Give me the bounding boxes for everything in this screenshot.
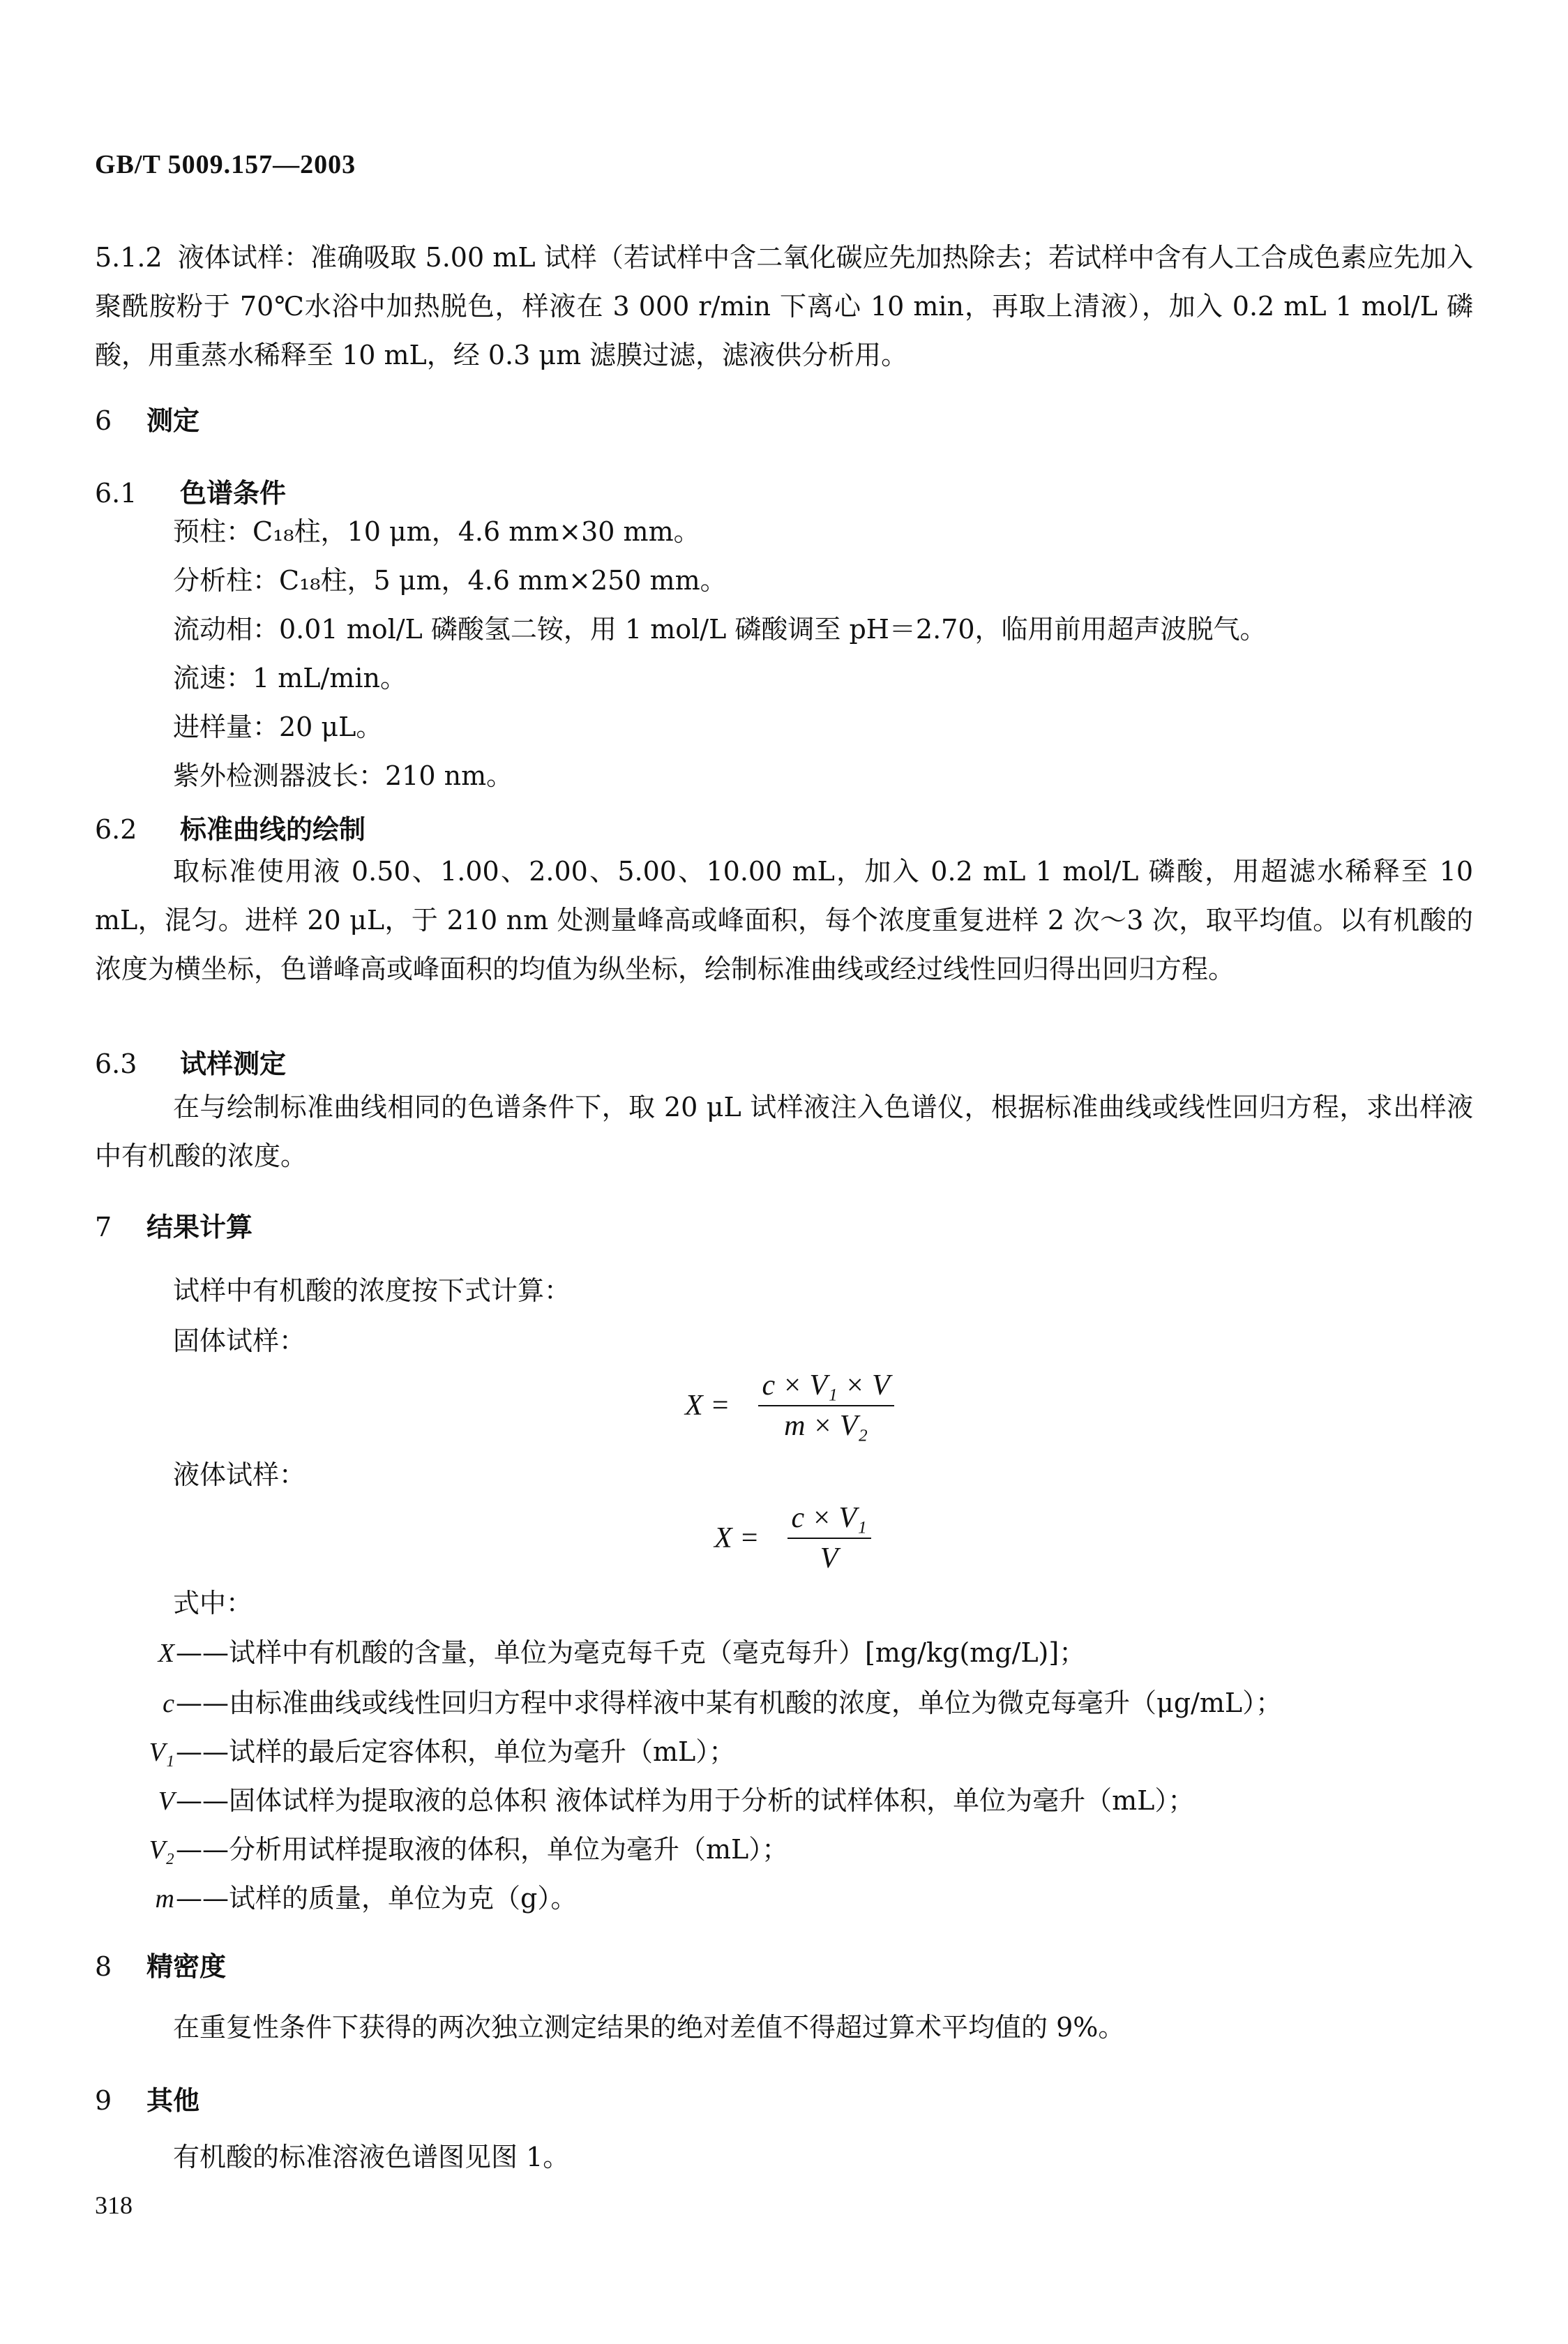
condition-injection: 进样量：20 μL。: [173, 712, 383, 742]
definition-text: ——固体试样为提取液的总体积 液体试样为用于分析的试样体积，单位为毫升（mL）；: [176, 1785, 1195, 1816]
condition-flow-rate: 流速：1 mL/min。: [173, 663, 407, 693]
definition-c: [70, 1681, 1282, 1720]
formula-solid: [685, 1369, 894, 1443]
standard-code: GB/T 5009.157—2003: [95, 150, 356, 179]
definition-text: ——由标准曲线或线性回归方程中求得样液中某有机酸的浓度，单位为微克每毫升（μg/mL）；: [176, 1688, 1283, 1718]
heading-number: 8: [95, 1951, 112, 1982]
heading-title: 色谱条件: [180, 478, 287, 509]
heading-8: [95, 1945, 226, 1983]
formula-fraction: [787, 1501, 871, 1575]
heading-6: [95, 399, 199, 437]
formula-denominator: m × V₂: [784, 1410, 868, 1442]
definition-text: ——试样的最后定容体积，单位为毫升（mL）；: [176, 1736, 736, 1767]
heading-6-1: [95, 472, 286, 510]
condition-column: 分析柱：C₁₈柱，5 μm，4.6 mm×250 mm。: [173, 565, 727, 596]
page-number: 318: [95, 2191, 133, 2219]
section-6-3-text: 在与绘制标准曲线相同的色谱条件下，取 20 μL 试样液注入色谱仪，根据标准曲线或线性回归方程，求出样液中有机酸的浓度。: [95, 1092, 1473, 1171]
solid-sample-label: 固体试样：: [173, 1325, 306, 1356]
definition-X: [70, 1631, 1085, 1669]
heading-title: 精密度: [146, 1951, 227, 1982]
section-6-2-text: 取标准使用液 0.50、1.00、2.00、5.00、10.00 mL，加入 0.2 mL 1 mol/L 磷酸，用超滤水稀释至 10 mL，混匀。进样 20 μL，于 210 nm 处测量峰高或峰面积，每个浓度重复进样 2 次～3 次，取平均值。以有机酸的浓度为横坐标，色谱峰高或峰面积的均值为纵坐标，绘制标准曲线或经过线性回归得出回归方程。: [95, 856, 1473, 984]
formula-lhs: X =: [714, 1522, 760, 1554]
definition-symbol: m: [155, 1884, 174, 1914]
formula-denominator: V: [820, 1542, 838, 1575]
heading-number: 7: [95, 1212, 112, 1242]
definition-text: ——试样的质量，单位为克（g）。: [176, 1883, 578, 1914]
formula-numerator: c × V₁ × V: [758, 1369, 894, 1406]
definition-symbol: c: [163, 1689, 174, 1718]
heading-9: [95, 2079, 199, 2117]
definition-symbol: V₁: [149, 1738, 174, 1767]
condition-precolumn: 预柱：C₁₈柱，10 μm，4.6 mm×30 mm。: [173, 516, 700, 547]
heading-title: 试样测定: [180, 1049, 287, 1079]
heading-number: 9: [95, 2085, 112, 2116]
precision-text: 在重复性条件下获得的两次独立测定结果的绝对差值不得超过算术平均值的 9%。: [173, 2012, 1125, 2043]
definition-text: ——试样中有机酸的含量，单位为毫克每千克（毫克每升）[mg/kg(mg/L)]；: [176, 1637, 1086, 1668]
heading-number: 6.2: [95, 814, 137, 845]
liquid-sample-label: 液体试样：: [173, 1459, 306, 1490]
formula-numerator: c × V₁: [787, 1501, 871, 1539]
heading-number: 6: [95, 405, 112, 436]
definition-V: [70, 1779, 1194, 1817]
heading-title: 其他: [146, 2085, 200, 2116]
formula-fraction: [758, 1369, 894, 1443]
definition-m: [70, 1877, 577, 1915]
heading-6-2: [95, 808, 365, 846]
definition-symbol: V: [158, 1787, 174, 1816]
where-label: 式中：: [173, 1588, 253, 1618]
calc-intro: 试样中有机酸的浓度按下式计算：: [173, 1275, 571, 1306]
heading-title: 标准曲线的绘制: [180, 814, 366, 845]
heading-title: 测定: [146, 405, 200, 436]
heading-6-3: [95, 1042, 286, 1081]
section-number: 5.1.2: [95, 242, 163, 273]
section-text: 液体试样：准确吸取 5.00 mL 试样（若试样中含二氧化碳应先加热除去；若试样中含有人工合成色素应先加入聚酰胺粉于 70℃水浴中加热脱色，样液在 3 000 r/min 下离心 10 min，再取上清液），加入 0.2 mL 1 mol/L 磷酸，用重蒸水稀释至 10 mL，经 0.3 μm 滤膜过滤，滤液供分析用。: [95, 242, 1473, 370]
definition-symbol: X: [158, 1639, 174, 1668]
condition-mobile-phase: 流动相：0.01 mol/L 磷酸氢二铵，用 1 mol/L 磷酸调至 pH＝2.70，临用前用超声波脱气。: [173, 614, 1267, 645]
section-5-1-2: [95, 233, 1473, 380]
other-text: 有机酸的标准溶液色谱图见图 1。: [173, 2142, 570, 2172]
heading-7: [95, 1205, 252, 1244]
definition-symbol: V₂: [149, 1835, 174, 1865]
definition-V1: [70, 1730, 735, 1768]
definition-text: ——分析用试样提取液的体积，单位为毫升（mL）；: [176, 1834, 789, 1865]
heading-number: 6.3: [95, 1049, 137, 1079]
condition-wavelength: 紫外检测器波长：210 nm。: [173, 760, 513, 791]
formula-lhs: X =: [685, 1390, 730, 1422]
formula-liquid: [714, 1501, 871, 1575]
heading-number: 6.1: [95, 478, 137, 509]
heading-title: 结果计算: [146, 1212, 253, 1242]
definition-V2: [70, 1828, 788, 1866]
